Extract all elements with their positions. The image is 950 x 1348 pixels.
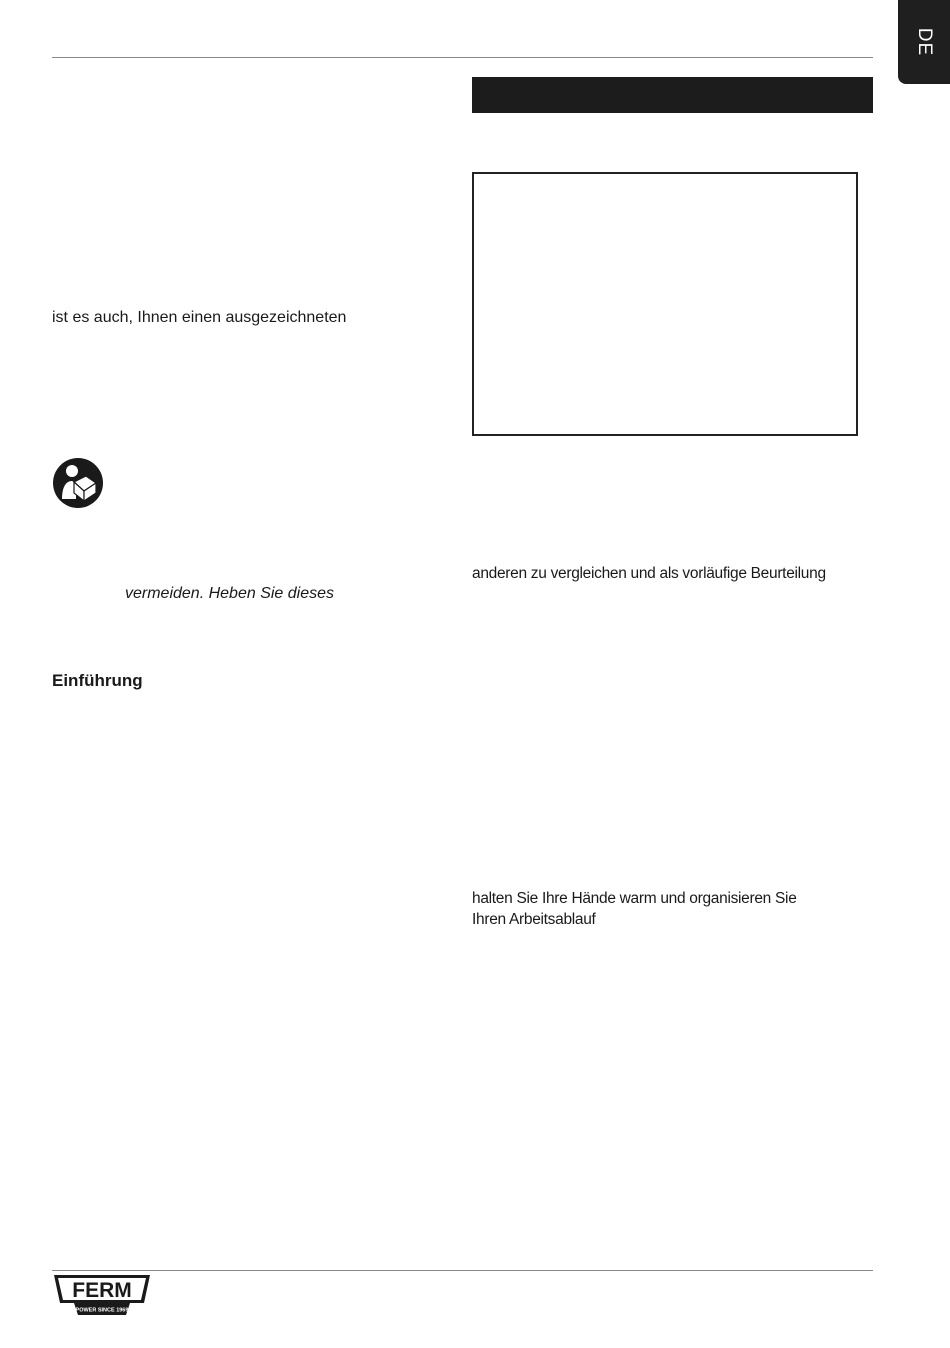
warning-box (472, 172, 858, 436)
section-heading: Einführung (52, 671, 143, 690)
top-rule (52, 57, 873, 58)
read-manual-icon (52, 457, 104, 509)
language-tab-label: DE (914, 27, 935, 57)
language-tab[interactable] (898, 0, 950, 84)
right-text-line-1: anderen zu vergleichen und als vorläufige Beurteilung (472, 565, 826, 582)
section-header-bar (472, 77, 873, 113)
ferm-logo (52, 1273, 152, 1319)
logo-tagline: POWER SINCE 1969 (75, 1307, 129, 1314)
warning-text-line: vermeiden. Heben Sie dieses (125, 585, 335, 602)
right-text-line-3: Ihren Arbeitsablauf (472, 911, 596, 928)
intro-text-line: ist es auch, Ihnen einen ausgezeichneten (52, 309, 347, 326)
bottom-rule (52, 1270, 873, 1271)
right-text-line-2: halten Sie Ihre Hände warm und organisieren Sie (472, 890, 797, 907)
logo-wordmark: FERM (72, 1279, 132, 1302)
